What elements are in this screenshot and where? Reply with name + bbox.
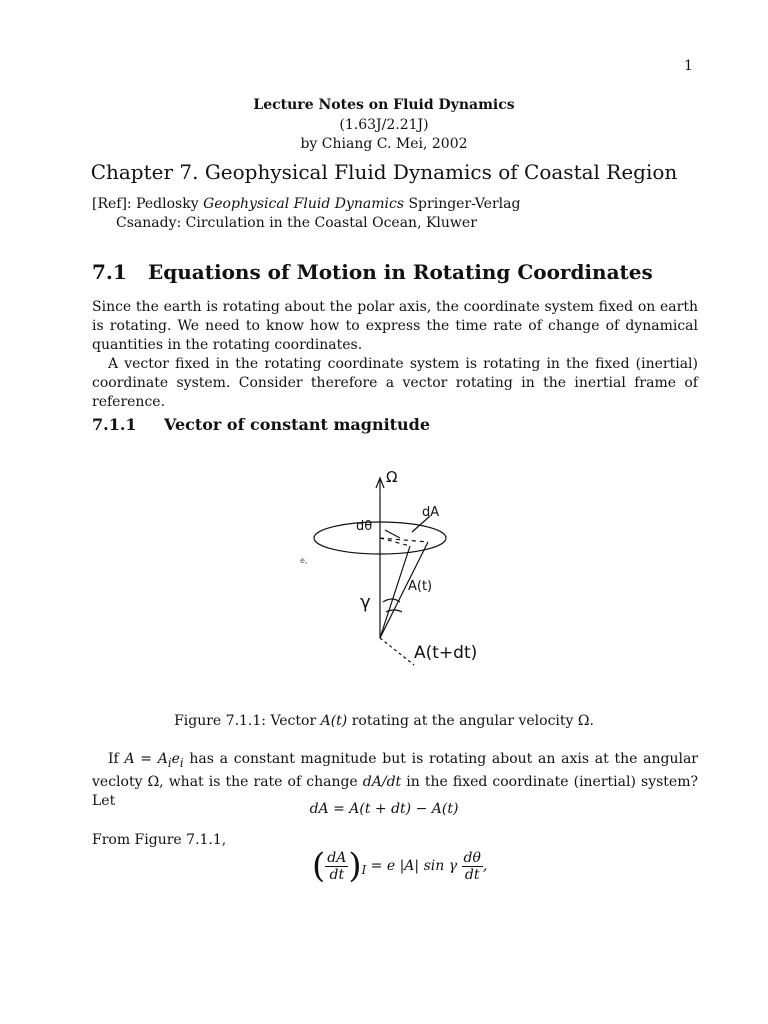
left-paren: ( (312, 846, 326, 886)
p3-part-b: has a constant magnitude but is rotating about an axis at the angular vecloty (92, 751, 698, 790)
lecture-notes-title: Lecture Notes on Fluid Dynamics (253, 97, 515, 113)
dtheta-label: dθ (356, 519, 373, 534)
subsection-number: 7.1.1 (92, 415, 137, 434)
right-paren: ) (348, 846, 362, 886)
dashed-guide (380, 638, 414, 665)
caption-prefix: Figure 7.1.1: Vector (174, 713, 321, 729)
small-mark-label: e, (300, 556, 308, 565)
lhs-fraction (325, 850, 348, 883)
equation-dA: dA = A(t + dt) − A(t) (309, 801, 459, 817)
inertial-subscript: I (361, 862, 367, 877)
author-line: by Chiang C. Mei, 2002 (300, 136, 468, 152)
ref-publisher: Springer-Verlag (404, 196, 521, 212)
rotating-vector-figure (290, 460, 490, 675)
A-sub: i (167, 755, 172, 770)
section-number: 7.1 (92, 260, 127, 284)
A-t-dt-label: A(t+dt) (414, 643, 478, 663)
inline-math-A (124, 751, 184, 770)
reference-line-2: Csanady: Circulation in the Coastal Ocean, Kluwer (116, 215, 477, 231)
ref-prefix: [Ref]: Pedlosky (92, 196, 204, 212)
lhs-numerator: dA (327, 849, 347, 866)
vector-A-t (380, 546, 410, 638)
A-t-label: A(t) (408, 579, 433, 594)
rhs-fraction (462, 850, 483, 883)
gamma-label: γ (360, 592, 371, 613)
p3-part-a: If (108, 751, 125, 767)
section-title: Equations of Motion in Rotating Coordinates (148, 260, 653, 284)
dtheta-arrow (385, 530, 400, 538)
radius-1 (380, 538, 410, 546)
eq-comma: , (482, 858, 488, 874)
dA-label: dA (422, 505, 440, 520)
rhs-denominator: dt (464, 866, 480, 883)
caption-vector: A(t) (320, 713, 348, 729)
radius-2 (380, 538, 428, 542)
lhs-denominator: dt (329, 866, 345, 883)
e-vec: e (171, 751, 180, 767)
reference-line-1 (92, 196, 520, 212)
p3-part-c: , what is the rate of change (159, 773, 363, 790)
subsection-title: Vector of constant magnitude (164, 415, 431, 434)
figure-caption (0, 713, 768, 729)
p3-part-d: in the fixed coordinate (inertial) system? Let (92, 773, 698, 809)
omega-label: Ω (386, 468, 398, 486)
ref-book-title: Geophysical Fluid Dynamics (203, 196, 405, 212)
paragraph-4: From Figure 7.1.1, (92, 832, 227, 848)
A-eq: A = A (124, 751, 168, 767)
caption-end: . (589, 713, 594, 729)
section-heading (92, 260, 653, 284)
inline-dA-dt: dA/dt (362, 773, 402, 790)
page-number: 1 (684, 58, 693, 74)
paragraph-2: A vector fixed in the rotating coordinate system is rotating in the fixed (inertial) coordinate system. Consider therefore a vector rotating in the inertial frame of reference. (92, 356, 698, 410)
chapter-title: Chapter 7. Geophysical Fluid Dynamics of Coastal Region (90, 160, 678, 184)
equation-rate (312, 846, 487, 886)
subsection-heading (92, 415, 430, 434)
inline-omega: Ω (147, 773, 160, 790)
e-sub: i (179, 755, 184, 770)
rhs-text: = e |A| sin γ (370, 858, 462, 874)
paragraph-1: Since the earth is rotating about the polar axis, the coordinate system fixed on earth is rotating. We need to know how to express the time rate of change of dynamical quantities in the rotating coordinates. (92, 299, 698, 353)
caption-middle: rotating at the angular velocity (347, 713, 578, 729)
course-number: (1.63J/2.21J) (339, 117, 429, 133)
rhs-numerator: dθ (463, 849, 481, 866)
caption-omega: Ω (577, 713, 590, 729)
